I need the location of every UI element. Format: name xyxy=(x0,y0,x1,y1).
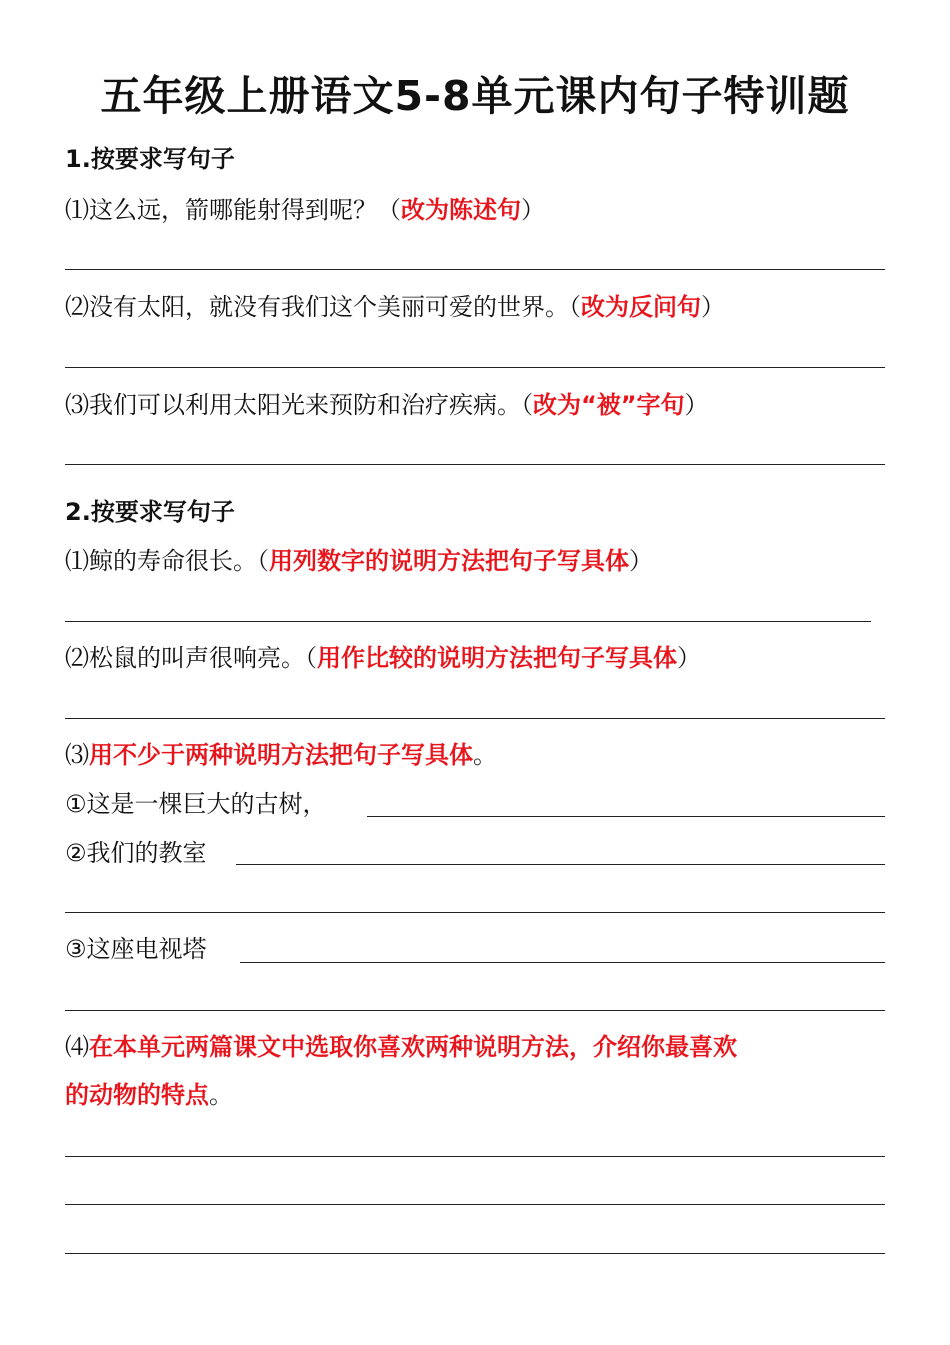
s2-q1-instruction: 用列数字的说明方法把句子写具体 xyxy=(269,547,629,575)
s1-q2-suffix: ） xyxy=(701,293,725,321)
s1-q3-prompt: ⑶我们可以利用太阳光来预防和治疗疾病。（ xyxy=(65,391,533,419)
s2-q3-instruction: 用不少于两种说明方法把句子写具体 xyxy=(89,741,473,769)
s1-q1-answer-line[interactable] xyxy=(65,269,885,270)
s1-q2-prompt: ⑵没有太阳，就没有我们这个美丽可爱的世界。（ xyxy=(65,293,581,321)
s2-q2-answer-line[interactable] xyxy=(65,718,885,719)
s2-q4-answer-line-3[interactable] xyxy=(65,1253,885,1254)
s1-q1-prompt: ⑴这么远，箭哪能射得到呢？（ xyxy=(65,196,401,224)
s2-q3-suffix: 。 xyxy=(473,741,497,769)
s1-q2-answer-line[interactable] xyxy=(65,367,885,368)
s2-q3-prompt: ⑶ xyxy=(65,741,89,769)
s1-q3-suffix: ） xyxy=(684,391,709,419)
s2-q4-instruction-line-2: 的动物的特点 xyxy=(65,1081,209,1109)
s1-q3-answer-line[interactable] xyxy=(65,464,885,465)
s2-question-2 xyxy=(65,641,701,675)
s2-question-1 xyxy=(65,544,653,578)
s2-q4-prompt: ⑷ xyxy=(65,1033,89,1061)
s2-q2-instruction: 用作比较的说明方法把句子写具体 xyxy=(317,644,677,672)
s1-q1-instruction: 改为陈述句 xyxy=(401,196,521,224)
s1-question-3 xyxy=(65,388,709,422)
s2-question-4-continued xyxy=(65,1078,233,1112)
section-2-heading: 2.按要求写句子 xyxy=(65,498,235,526)
s1-q2-instruction: 改为反问句 xyxy=(581,293,701,321)
s2-q1-prompt: ⑴鲸的寿命很长。（ xyxy=(65,547,269,575)
s2-q3-item-3: ③这座电视塔 xyxy=(65,935,207,963)
s2-q1-answer-line[interactable] xyxy=(65,621,871,622)
s1-q3-instruction: 改为“被”字句 xyxy=(533,391,685,419)
s1-question-2 xyxy=(65,290,725,324)
s2-q4-suffix: 。 xyxy=(209,1081,233,1109)
section-1-heading: 1.按要求写句子 xyxy=(65,145,235,173)
s2-q3-item-1: ①这是一棵巨大的古树， xyxy=(65,790,327,818)
s2-q3-item-3-answer-line-2[interactable] xyxy=(65,1010,885,1011)
s2-q1-suffix: ） xyxy=(629,547,653,575)
s1-q1-suffix: ） xyxy=(521,196,545,224)
s2-q3-item-2: ②我们的教室 xyxy=(65,839,207,867)
s2-q2-prompt: ⑵松鼠的叫声很响亮。（ xyxy=(65,644,317,672)
s2-question-4 xyxy=(65,1030,737,1064)
s2-question-3 xyxy=(65,738,497,772)
s2-q4-answer-line-1[interactable] xyxy=(65,1156,885,1157)
page-title: 五年级上册语文5-8单元课内句子特训题 xyxy=(100,72,850,120)
s2-q3-item-1-answer-line[interactable] xyxy=(367,816,885,817)
s2-q3-item-2-answer-line[interactable] xyxy=(236,864,885,865)
s2-q4-answer-line-2[interactable] xyxy=(65,1204,885,1205)
s1-question-1 xyxy=(65,193,545,227)
s2-q3-item-2-answer-line-2[interactable] xyxy=(65,912,885,913)
s2-q4-instruction-line-1: 在本单元两篇课文中选取你喜欢两种说明方法，介绍你最喜欢 xyxy=(89,1033,737,1061)
s2-q3-item-3-answer-line[interactable] xyxy=(240,962,885,963)
s2-q2-suffix: ） xyxy=(677,644,701,672)
